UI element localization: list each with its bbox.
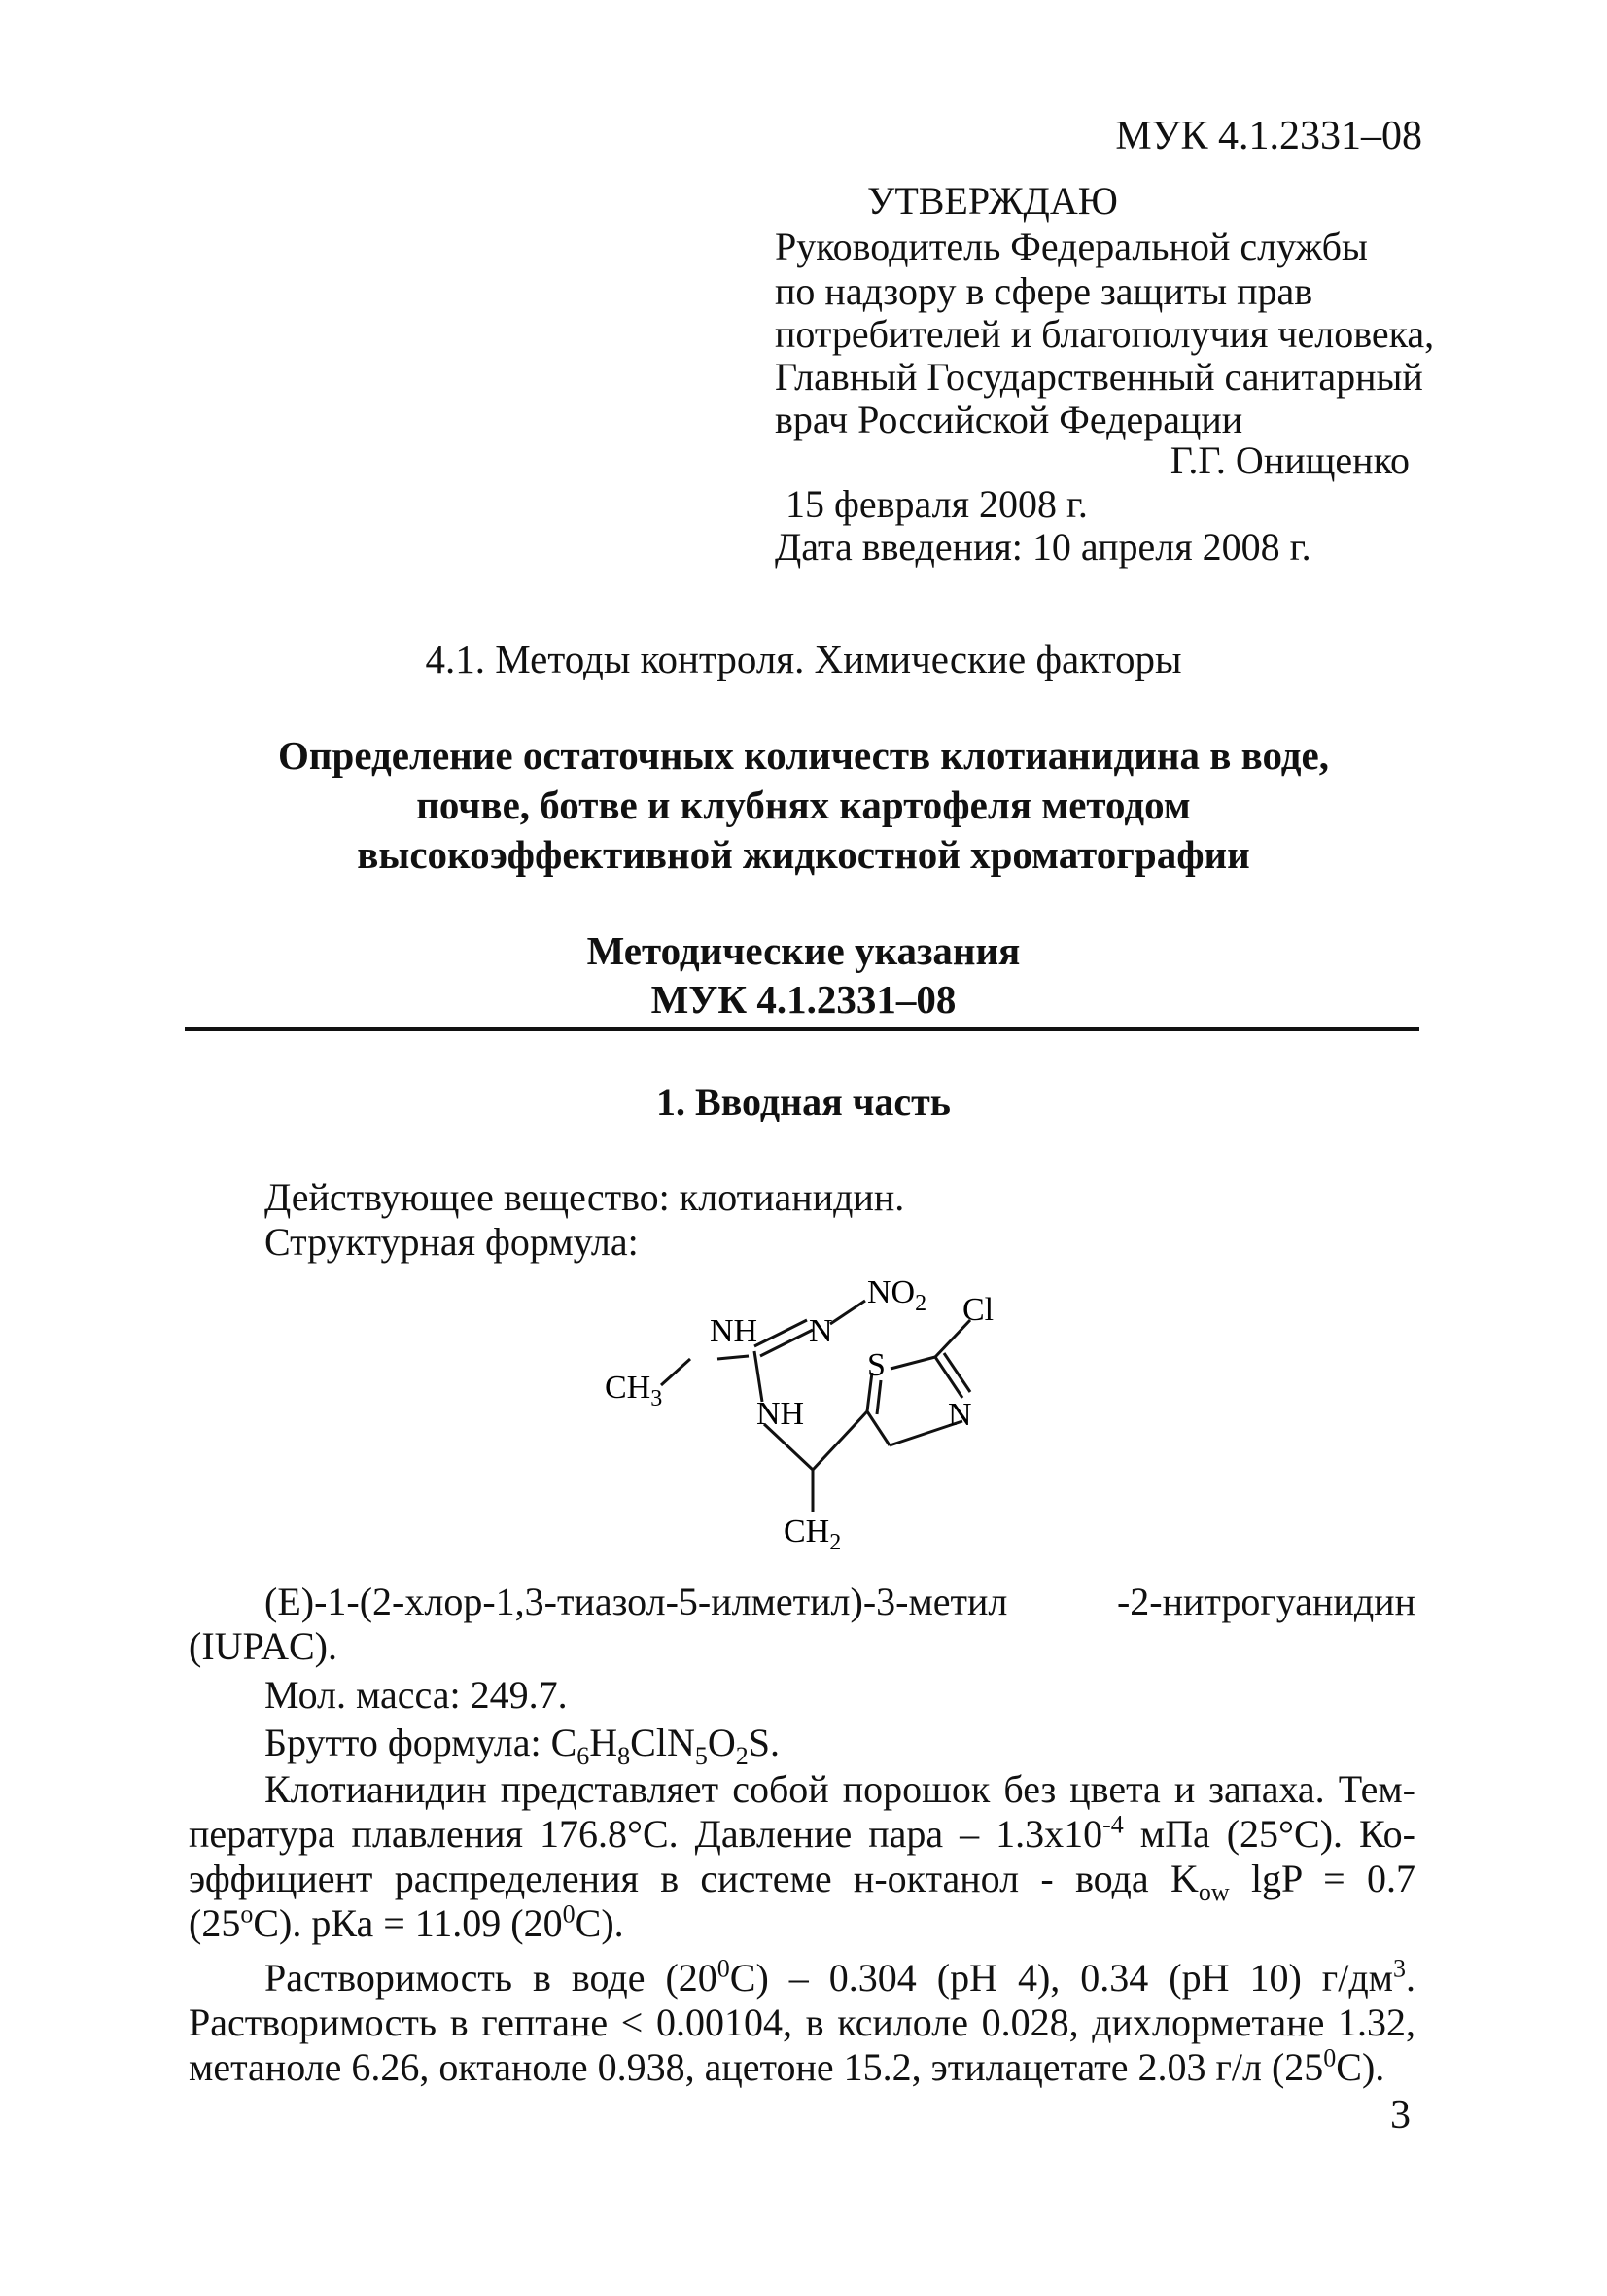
structure-label: Структурная формула: bbox=[264, 1220, 639, 1264]
section-heading: 4.1. Методы контроля. Химические факторы bbox=[425, 637, 1182, 681]
iupac-line: (E)-1-(2-хлор-1,3-тиазол-5-илметил)-3-метил -2-нитрогуанидин bbox=[264, 1580, 1415, 1623]
iupac-line: (IUPAC). bbox=[189, 1624, 337, 1668]
formula-n-ring: N bbox=[948, 1397, 972, 1433]
introduction-date: Дата введения: 10 апреля 2008 г. bbox=[775, 525, 1311, 569]
main-title-line: почве, ботве и клубнях картофеля методом bbox=[416, 783, 1191, 827]
iupac-name bbox=[189, 1580, 1415, 1669]
desc-line: Клотианидин представляет собой порошок без цвета и запаха. Тем- bbox=[264, 1767, 1415, 1811]
formula-ch2: $CH_2$ bbox=[784, 1513, 842, 1555]
formula-nh-top: NH bbox=[710, 1313, 758, 1349]
approval-signer: Г.Г. Онищенко bbox=[1170, 438, 1410, 482]
approval-line: по надзору в сфере защиты прав bbox=[775, 269, 1313, 313]
intro-heading: 1. Вводная часть bbox=[656, 1080, 951, 1124]
desc-line: эффициент распределения в системе н-октанол - вода $K_{ow}$ lgP = 0.7 bbox=[189, 1857, 1416, 1906]
formula-ch3: $CH_3$ bbox=[605, 1370, 663, 1411]
desc-line: $(25^оС)$. рКа = 11.09 $(20^0С)$. bbox=[189, 1899, 624, 1945]
main-title-line: высокоэффективной жидкостной хроматографии bbox=[357, 832, 1250, 877]
structural-formula bbox=[593, 1264, 1050, 1565]
approval-date: 15 февраля 2008 г. bbox=[786, 482, 1088, 526]
guidelines-label: Методические указания bbox=[586, 928, 1021, 973]
approval-title: УТВЕРЖДАЮ bbox=[867, 179, 1118, 223]
molecular-mass: Мол. масса: 249.7. bbox=[264, 1673, 568, 1717]
formula-nh-bottom: NH bbox=[756, 1396, 805, 1432]
formula-n: N bbox=[809, 1313, 833, 1349]
approval-line: потребителей и благополучия человека, bbox=[775, 312, 1435, 356]
description-paragraph bbox=[189, 1767, 1415, 1946]
doc-code-top: МУК 4.1.2331–08 bbox=[1115, 114, 1422, 158]
title-divider bbox=[185, 1027, 1419, 1031]
approval-line: Руководитель Федеральной службы bbox=[775, 225, 1368, 268]
approval-line: врач Российской Федерации bbox=[775, 398, 1243, 441]
active-substance: Действующее вещество: клотианидин. bbox=[264, 1175, 905, 1219]
brutto-formula: Брутто формула: $C_6H_8ClN_5O_2S$. bbox=[264, 1721, 780, 1770]
page-number: 3 bbox=[1390, 2093, 1411, 2138]
formula-cl: Cl bbox=[962, 1292, 995, 1328]
formula-s: S bbox=[867, 1347, 886, 1383]
solubility-line: Растворимость в воде $(20^0С) - 0.304$ (рН 4), 0.34 (рН 10) $г/дм^3$. bbox=[264, 1954, 1415, 2000]
solubility-paragraph bbox=[189, 1956, 1415, 2090]
solubility-line: метаноле 6.26, октаноле 0.938, ацетоне 15.2, этилацетате 2.03 г/л $(25^0С)$. bbox=[189, 2043, 1385, 2089]
main-title-line: Определение остаточных количеств клотианидина в воде, bbox=[278, 733, 1329, 778]
solubility-line: Растворимость в гептане < 0.00104, в ксилоле 0.028, дихлорметане 1.32, bbox=[189, 2000, 1415, 2044]
formula-no2: $NO_2$ bbox=[867, 1274, 927, 1316]
approval-line: Главный Государственный санитарный bbox=[775, 355, 1423, 399]
guidelines-code: МУК 4.1.2331–08 bbox=[650, 977, 957, 1022]
desc-line: пература плавления 176.8°С. Давление пара – $1.3х10^{-4}$ мПа (25°С). Ко- bbox=[189, 1810, 1416, 1856]
